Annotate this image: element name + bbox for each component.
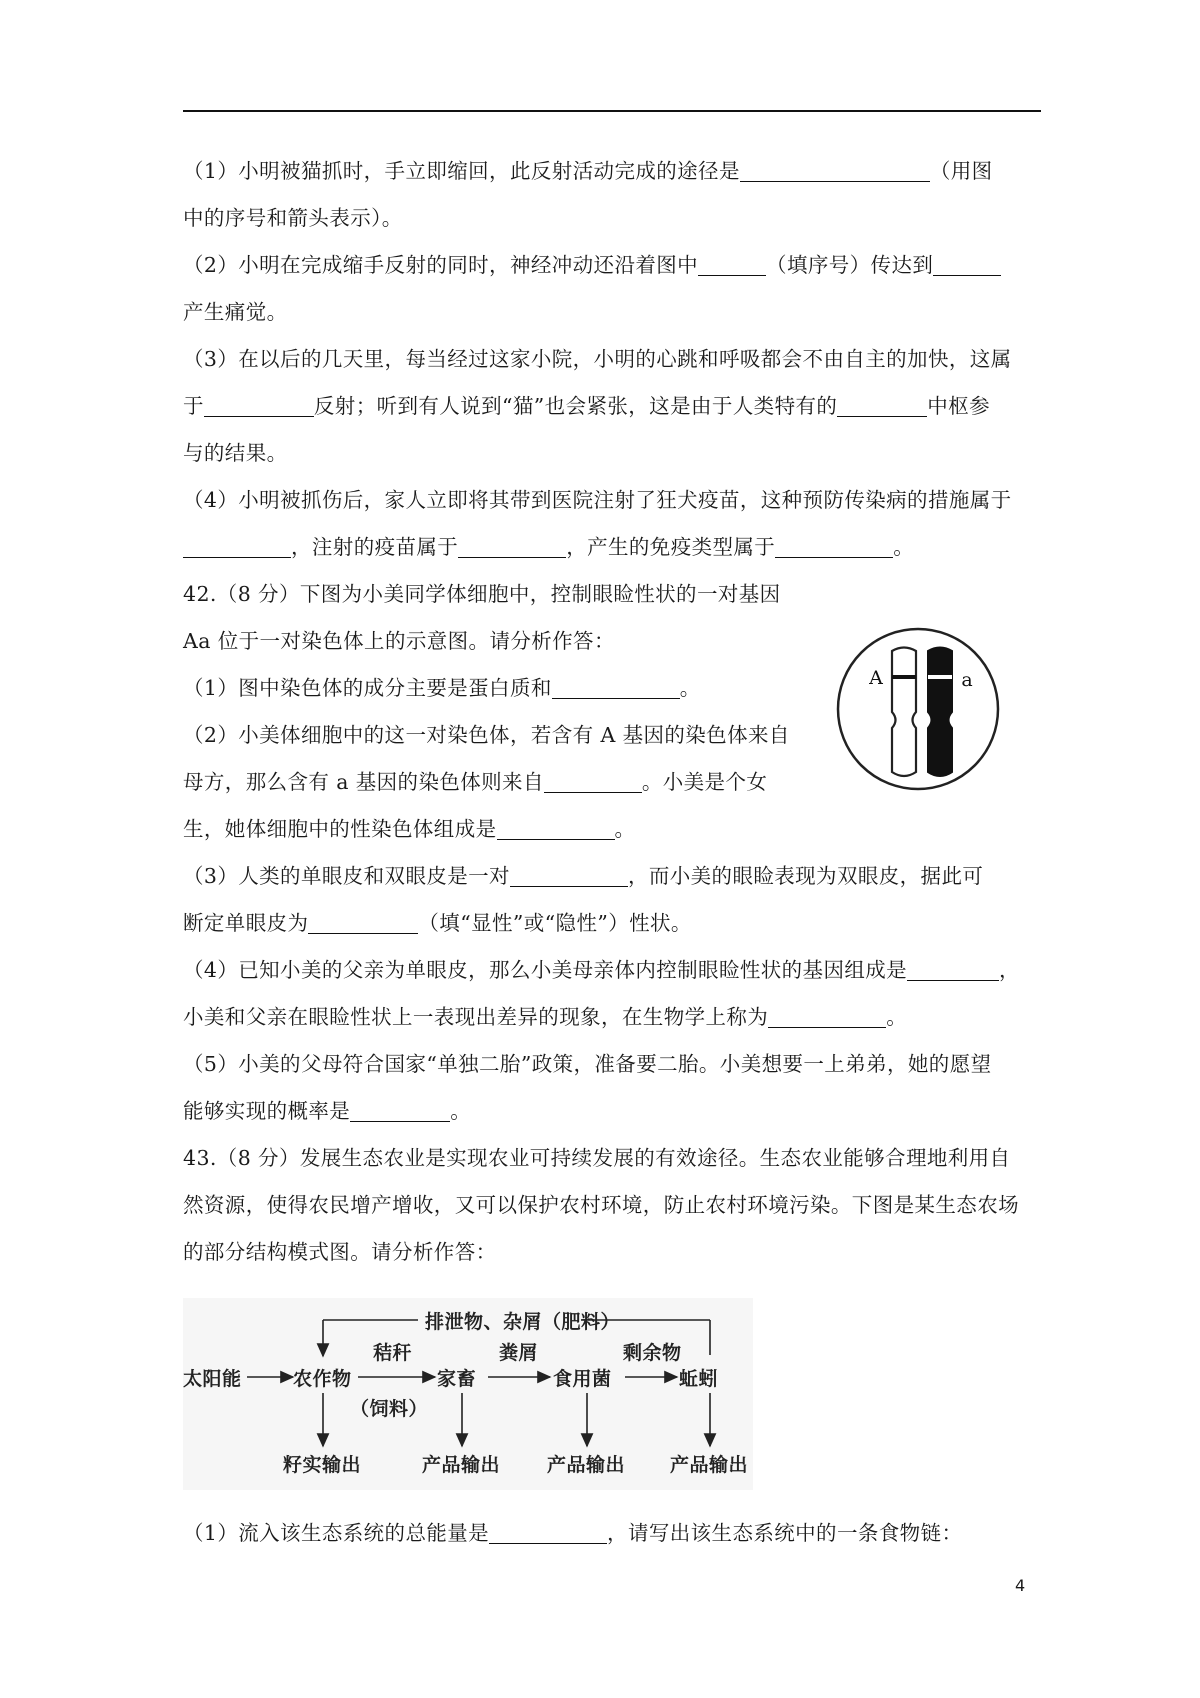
answer-blank[interactable] (740, 159, 930, 182)
q42-p3-line2 (183, 908, 692, 938)
answer-blank[interactable] (698, 253, 766, 276)
answer-blank[interactable] (907, 958, 999, 981)
q42-p4-text-d: 。 (886, 1005, 908, 1029)
q42-p1-line (183, 673, 701, 703)
q41-p1-text-b: （用图 (929, 159, 993, 183)
q42-p2-line1 (183, 720, 790, 750)
header-rule (183, 110, 1041, 112)
q42-p4-text-b: ， (999, 958, 1020, 982)
output-product-livestock: 产品输出 (422, 1454, 501, 1476)
answer-blank[interactable] (775, 535, 893, 558)
node-solar-energy: 太阳能 (183, 1368, 242, 1390)
q41-p2-text-c: 产生痛觉。 (183, 300, 288, 324)
q42-p5-text-c: 。 (450, 1099, 472, 1123)
q42-p3-text-d: （填“显性”或“隐性”）性状。 (418, 911, 692, 935)
q41-p1-text-c: 中的序号和箭头表示）。 (183, 206, 403, 230)
q42-p5-line1 (183, 1049, 992, 1079)
q41-p1-line1 (183, 156, 993, 186)
answer-blank[interactable] (497, 817, 615, 840)
q42-p3-text-a: （3）人类的单眼皮和双眼皮是一对 (183, 864, 510, 888)
q42-p2-text-d: 生，她体细胞中的性染色体组成是 (183, 817, 497, 841)
q42-p5-line2 (183, 1096, 471, 1126)
q43-p1-text-b: ，请写出该生态系统中的一条食物链： (607, 1521, 963, 1545)
answer-blank[interactable] (544, 770, 642, 793)
q43-intro-text-c: 的部分结构模式图。请分析作答： (183, 1240, 497, 1264)
q41-p4-text-c: ，产生的免疫类型属于 (566, 535, 776, 559)
chromosome-figure (833, 624, 1003, 794)
node-crops: 农作物 (293, 1368, 352, 1390)
node-edible-fungi: 食用菌 (553, 1368, 612, 1390)
q42-intro-text-b: Aa 位于一对染色体上的示意图。请分析作答： (183, 629, 615, 653)
answer-blank[interactable] (510, 864, 628, 887)
answer-blank[interactable] (837, 394, 927, 417)
label-feed: （饲料） (350, 1398, 429, 1420)
q43-p1-line (183, 1518, 962, 1548)
q41-p4-text-a: （4）小明被抓伤后，家人立即将其带到医院注射了狂犬疫苗，这种预防传染病的措施属于 (183, 488, 1012, 512)
q42-p2-text-a: （2）小美体细胞中的这一对染色体，若含有 A 基因的染色体来自 (183, 723, 790, 747)
q41-p4-line2 (183, 532, 914, 562)
q43-intro-line2 (183, 1190, 1019, 1220)
q41-p4-text-b: ，注射的疫苗属于 (291, 535, 459, 559)
q42-intro-line2 (183, 626, 615, 656)
q42-p4-text-a: （4）已知小美的父亲为单眼皮，那么小美母亲体内控制眼睑性状的基因组成是 (183, 958, 908, 982)
answer-blank[interactable] (489, 1521, 607, 1544)
answer-blank[interactable] (768, 1005, 886, 1028)
q41-p3-text-d: 中枢参 (927, 394, 990, 418)
q42-p2-line3 (183, 814, 635, 844)
q42-p2-text-e: 。 (614, 817, 636, 841)
q42-p3-line1 (183, 861, 983, 891)
q42-p5-text-b: 能够实现的概率是 (183, 1099, 351, 1123)
page-number: 4 (1015, 1576, 1026, 1595)
q41-p4-text-d: 。 (893, 535, 915, 559)
q43-intro-line3 (183, 1237, 497, 1267)
answer-blank[interactable] (183, 535, 291, 558)
q42-intro-line1 (183, 579, 781, 609)
q43-intro-line1 (183, 1143, 1010, 1173)
label-manure: 粪屑 (499, 1342, 539, 1364)
q42-p1-text-a: （1）图中染色体的成分主要是蛋白质和 (183, 676, 552, 700)
node-earthworm: 蚯蚓 (679, 1368, 719, 1390)
answer-blank[interactable] (308, 911, 418, 934)
label-straw: 秸秆 (373, 1342, 413, 1364)
q42-p4-text-c: 小美和父亲在眼睑性状上一表现出差异的现象，在生物学上称为 (183, 1005, 769, 1029)
q43-p1-text-a: （1）流入该生态系统的总能量是 (183, 1521, 490, 1545)
q42-p3-text-c: 断定单眼皮为 (183, 911, 309, 935)
q41-p3-line3 (183, 438, 288, 468)
q42-p5-text-a: （5）小美的父母符合国家“单独二胎”政策，准备要二胎。小美想要一上弟弟，她的愿望 (183, 1052, 992, 1076)
q41-p2-text-b: （填序号）传达到 (766, 253, 934, 277)
q41-p1-text-a: （1）小明被猫抓时，手立即缩回，此反射活动完成的途径是 (183, 159, 740, 183)
gene-label-a: a (961, 669, 973, 691)
q42-p1-text-b: 。 (679, 676, 701, 700)
q41-p2-text-a: （2）小明在完成缩手反射的同时，神经冲动还沿着图中 (183, 253, 699, 277)
q41-p3-line1 (183, 344, 1012, 374)
answer-blank[interactable] (933, 253, 1001, 276)
q42-p4-line2 (183, 1002, 907, 1032)
q41-p3-text-e: 与的结果。 (183, 441, 288, 465)
q42-intro-text-a: 42.（8 分）下图为小美同学体细胞中，控制眼睑性状的一对基因 (183, 582, 781, 606)
output-grain: 籽实输出 (283, 1454, 362, 1476)
answer-blank[interactable] (204, 394, 314, 417)
q42-p2-line2 (183, 767, 767, 797)
q42-p4-line1 (183, 955, 1020, 985)
answer-blank[interactable] (458, 535, 566, 558)
q43-intro-text-b: 然资源，使得农民增产增收，又可以保护农村环境，防止农村环境污染。下图是某生态农场 (183, 1193, 1019, 1217)
label-excrement-fertilizer: 排泄物、杂屑（肥料） (425, 1311, 621, 1333)
q41-p4-line1 (183, 485, 1012, 515)
node-livestock: 家畜 (437, 1368, 477, 1390)
output-product-earthworm: 产品输出 (670, 1454, 749, 1476)
q42-p2-text-b: 母方，那么含有 a 基因的染色体则来自 (183, 770, 544, 794)
label-leftovers: 剩余物 (623, 1342, 682, 1364)
ecological-farm-diagram (183, 1298, 753, 1490)
q41-p2-line2 (183, 297, 288, 327)
q41-p3-text-a: （3）在以后的几天里，每当经过这家小院，小明的心跳和呼吸都会不由自主的加快，这属 (183, 347, 1012, 371)
q41-p3-line2 (183, 391, 990, 421)
q41-p3-text-c: 反射；听到有人说到“猫”也会紧张，这是由于人类特有的 (313, 394, 838, 418)
answer-blank[interactable] (552, 676, 680, 699)
q41-p1-line2 (183, 203, 403, 233)
q43-intro-text-a: 43.（8 分）发展生态农业是实现农业可持续发展的有效途径。生态农业能够合理地利用自 (183, 1146, 1011, 1170)
gene-label-A: A (869, 667, 883, 689)
q42-p2-text-c: 。小美是个女 (641, 770, 768, 794)
answer-blank[interactable] (350, 1099, 450, 1122)
q41-p3-text-b: 于 (183, 394, 204, 418)
q42-p3-text-b: ，而小美的眼睑表现为双眼皮，据此可 (627, 864, 984, 888)
output-product-fungi: 产品输出 (547, 1454, 626, 1476)
q41-p2-line1 (183, 250, 1001, 280)
